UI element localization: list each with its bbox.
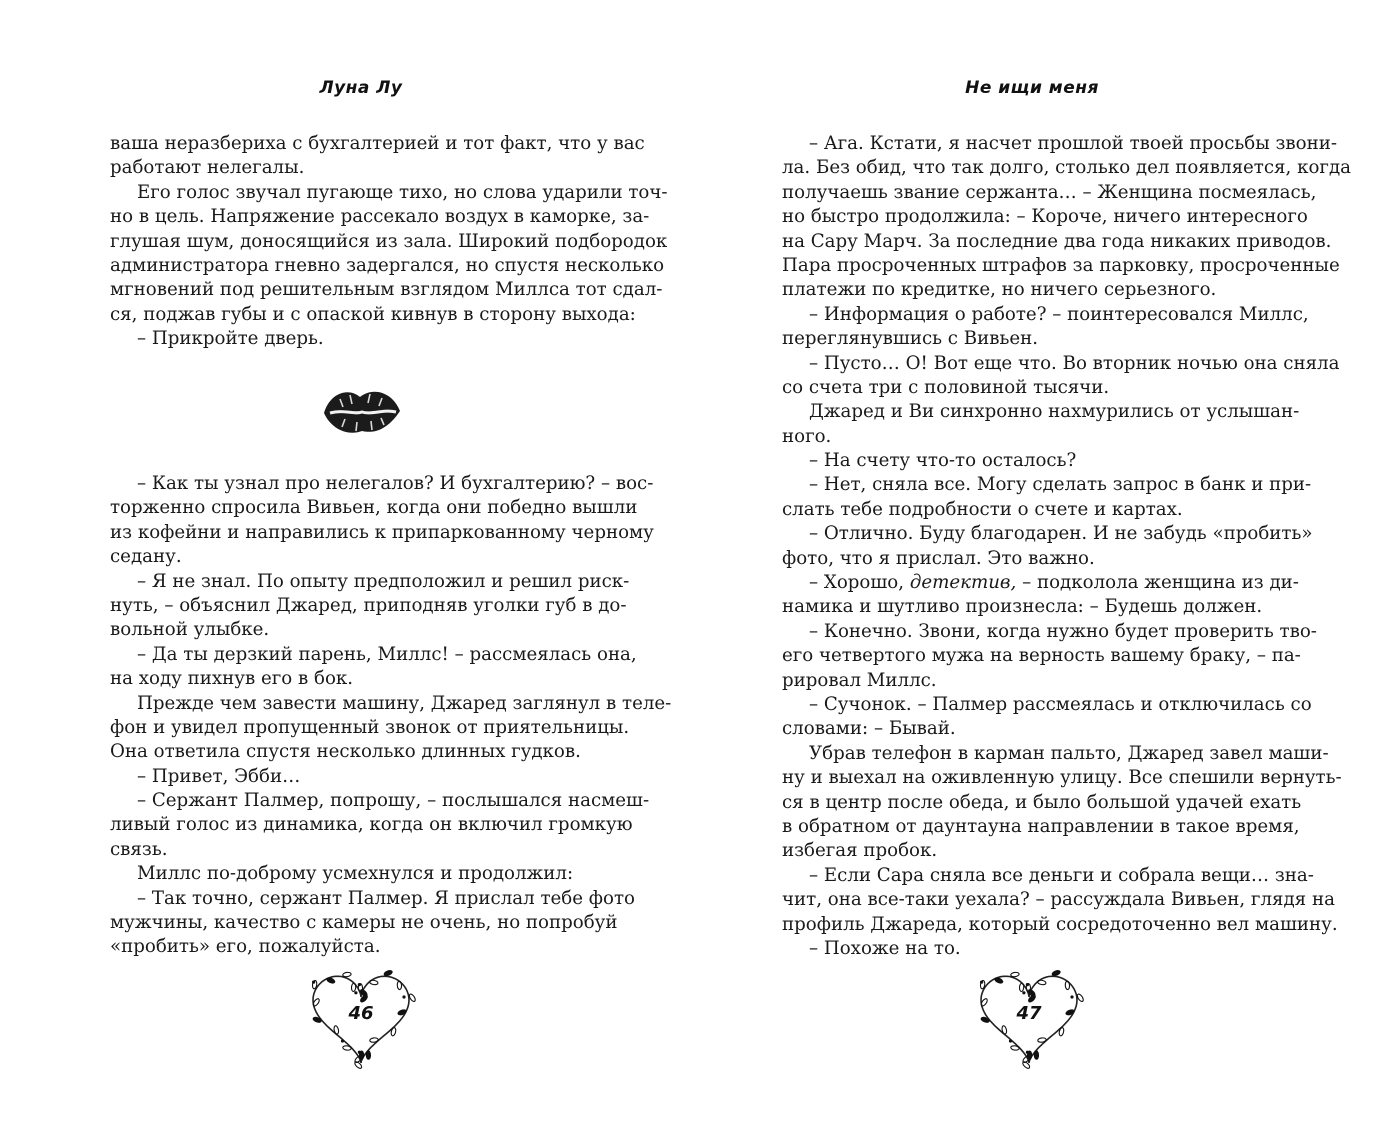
text-line: профиль Джареда, который сосредоточенно вел машину. <box>782 913 1338 935</box>
text-line: ся, поджав губы и с опаской кивнув в сторону выхода: <box>110 303 636 325</box>
text-line: но быстро продолжила: – Короче, ничего интересного <box>782 206 1308 228</box>
text-line: – Я не знал. По опыту предположил и решил риск- <box>137 570 630 592</box>
text-line: – Привет, Эбби… <box>137 765 301 787</box>
text-line: седану. <box>110 546 182 568</box>
page-number-ornament <box>974 960 1084 1070</box>
text-line: – Да ты дерзкий парень, Миллс! – рассмеялась она, <box>137 643 637 665</box>
text-line: мужчины, качество с камеры не очень, но попробуй <box>110 912 618 934</box>
text-line: фон и увидел пропущенный звонок от приятельницы. <box>110 716 630 738</box>
text-line: торженно спросила Вивьен, когда они победно вышли <box>110 497 638 519</box>
text-line: связь. <box>110 838 168 860</box>
text-line: в обратном от даунтауна направлении в такое время, <box>782 815 1300 837</box>
right-page <box>782 0 1351 1125</box>
text-line: – Отлично. Буду благодарен. И не забудь «пробить» <box>809 523 1313 545</box>
text-line: Она ответила спустя несколько длинных гудков. <box>110 741 581 763</box>
running-head-title: Не ищи меня <box>965 78 1099 98</box>
text-line: избегая пробок. <box>782 840 938 862</box>
italic-word: детектив, <box>909 572 1017 594</box>
text-line: мгновений под решительным взглядом Миллса тот сдал- <box>110 279 663 301</box>
text-line: Прежде чем завести машину, Джаред заглянул в теле- <box>137 692 672 714</box>
text-block-1 <box>782 132 1351 961</box>
text-line: работают нелегалы. <box>110 157 305 179</box>
text-line: чит, она все-таки уехала? – рассуждала Вивьен, глядя на <box>782 889 1335 911</box>
text-block-1 <box>110 132 668 352</box>
text-line: – Если Сара сняла все деньги и собрала вещи… зна- <box>809 864 1314 886</box>
text-line: – Сержант Палмер, попрошу, – послышался насмеш- <box>137 790 650 812</box>
text-line: – Прикройте дверь. <box>137 328 324 350</box>
left-page <box>110 0 672 1125</box>
text-line: – Пусто… О! Вот еще что. Во вторник ночью она сняла <box>809 352 1340 374</box>
text-block-2 <box>110 472 672 960</box>
text-line: на Сару Марч. За последние два года никаких приводов. <box>782 230 1332 252</box>
text-line: рировал Миллс. <box>782 669 937 691</box>
text-line: Убрав телефон в карман пальто, Джаред завел маши- <box>809 742 1329 764</box>
text-line: ного. <box>782 425 832 447</box>
text-line: ся в центр после обеда, и было большой удачей ехать <box>782 791 1302 813</box>
text-line: – На счету что-то осталось? <box>809 450 1077 472</box>
text-line: получаешь звание сержанта… – Женщина посмеялась, <box>782 181 1317 203</box>
text-line: слать тебе подробности о счете и картах. <box>782 498 1183 520</box>
page-number: 46 <box>348 1003 374 1024</box>
text-span: – Хорошо, <box>809 572 905 594</box>
text-line: Его голос звучал пугающе тихо, но слова ударили точ- <box>137 181 668 203</box>
text-line: – Информация о работе? – поинтересовался Миллс, <box>809 303 1309 325</box>
text-line: платежи по кредитке, но ничего серьезного. <box>782 279 1217 301</box>
text-line: ваша неразбериха с бухгалтерией и тот факт, что у вас <box>110 133 645 154</box>
text-line: но в цель. Напряжение рассекало воздух в каморке, за- <box>110 206 650 228</box>
text-line: нуть, – объяснил Джаред, приподняв уголки губ в до- <box>110 594 627 616</box>
text-line: – Так точно, сержант Палмер. Я прислал тебе фото <box>137 887 635 909</box>
text-line: – Конечно. Звони, когда нужно будет проверить тво- <box>809 620 1317 642</box>
text-line: ливый голос из динамика, когда он включил громкую <box>110 814 633 836</box>
text-line: «пробить» его, пожалуйста. <box>110 936 381 958</box>
page-number: 47 <box>1016 1003 1042 1024</box>
text-line: из кофейни и направились к припаркованному черному <box>110 521 654 543</box>
text-line: фото, что я прислал. Это важно. <box>782 547 1095 569</box>
text-line: словами: – Бывай. <box>782 718 956 740</box>
text-line: Пара просроченных штрафов за парковку, просроченные <box>782 254 1340 276</box>
text-line: переглянувшись с Вивьен. <box>782 328 1039 350</box>
text-line: – Как ты узнал про нелегалов? И бухгалтерию? – вос- <box>137 473 654 494</box>
text-line: – Нет, сняла все. Могу сделать запрос в банк и при- <box>809 474 1312 496</box>
text-line: ла. Без обид, что так долго, столько дел появляется, когда <box>782 157 1351 179</box>
running-head-author: Луна Лу <box>319 78 403 98</box>
text-line: – Сучонок. – Палмер рассмеялась и отключилась со <box>809 693 1312 715</box>
text-line: Джаред и Ви синхронно нахмурились от услышан- <box>809 401 1300 423</box>
text-line <box>782 571 1299 595</box>
text-line: на ходу пихнув его в бок. <box>110 668 354 690</box>
text-line: глушая шум, доносящийся из зала. Широкий подбородок <box>110 230 668 252</box>
text-line: ну и выехал на оживленную улицу. Все спешили вернуть- <box>782 767 1342 789</box>
text-line: – Похоже на то. <box>809 937 961 959</box>
lipstick-kiss-icon <box>320 383 404 443</box>
page-number-ornament <box>306 960 416 1070</box>
text-line: – Ага. Кстати, я насчет прошлой твоей просьбы звони- <box>809 133 1337 154</box>
text-span: – подколола женщина из ди- <box>1022 572 1299 594</box>
text-line: намика и шутливо произнесла: – Будешь должен. <box>782 596 1263 618</box>
text-line: со счета три с половиной тысячи. <box>782 376 1110 398</box>
text-line: вольной улыбке. <box>110 619 270 641</box>
text-line: администратора гневно задергался, но спустя несколько <box>110 254 665 276</box>
text-line: его четвертого мужа на верность вашему браку, – па- <box>782 645 1301 667</box>
text-line: Миллс по-доброму усмехнулся и продолжил: <box>137 863 574 885</box>
